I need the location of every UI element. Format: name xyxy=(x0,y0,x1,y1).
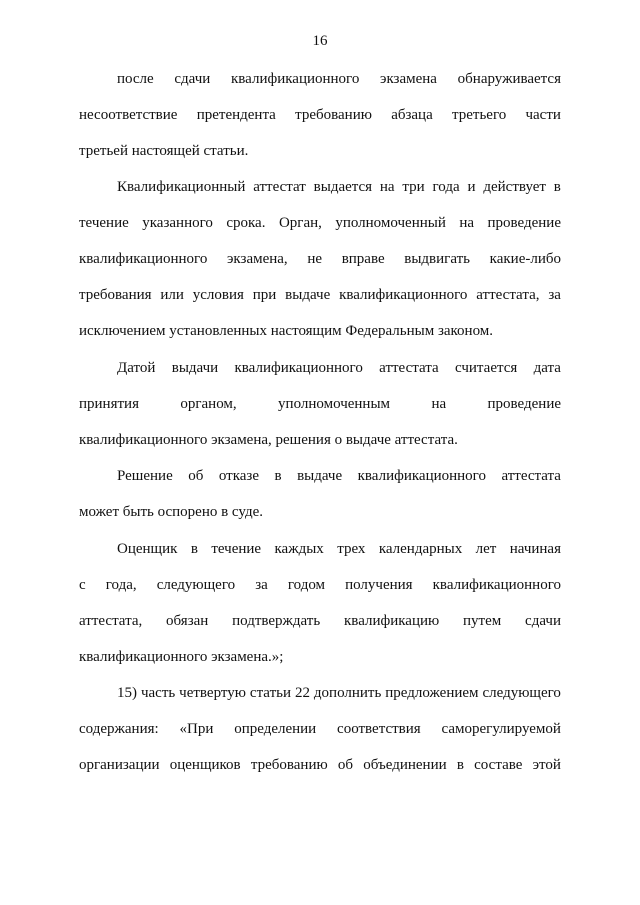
word: срока. xyxy=(226,215,266,231)
word: выдачи xyxy=(171,360,219,376)
word: оценщиков xyxy=(169,757,241,773)
text-line xyxy=(79,756,561,774)
word: третьего xyxy=(452,107,507,123)
word: за xyxy=(255,577,268,593)
word: объединении xyxy=(363,757,447,773)
text-line xyxy=(79,250,561,268)
word: статьи xyxy=(249,685,291,701)
word: выдается xyxy=(313,179,373,195)
word: абзаца xyxy=(391,107,433,123)
word: сдачи xyxy=(525,613,561,629)
word: содержания: xyxy=(79,721,159,737)
word: считается xyxy=(455,360,518,376)
word: и xyxy=(467,179,476,195)
word: сдачи xyxy=(174,71,211,87)
text-line xyxy=(117,70,561,88)
word: об xyxy=(337,757,354,773)
word: или xyxy=(160,287,184,303)
word: квалификацию xyxy=(344,613,440,629)
word: трех xyxy=(337,541,366,557)
text-line xyxy=(79,214,561,232)
text-line xyxy=(79,286,561,304)
word: проведение xyxy=(487,215,561,231)
word: аттестата xyxy=(379,360,439,376)
word: отказе xyxy=(218,468,260,484)
word: на xyxy=(379,179,395,195)
word: 15) xyxy=(117,685,137,701)
word: четвертую xyxy=(179,685,246,701)
word: начиная xyxy=(509,541,561,557)
word: составе xyxy=(474,757,523,773)
word: аттестата, xyxy=(79,613,143,629)
word: календарных xyxy=(378,541,463,557)
word: каждых xyxy=(274,541,324,557)
word: после xyxy=(117,71,154,87)
word: экзамена xyxy=(380,71,437,87)
word: дата xyxy=(533,360,561,376)
text-line xyxy=(79,106,561,124)
text-line xyxy=(79,612,561,630)
text-line xyxy=(79,576,561,594)
word: квалификационного xyxy=(339,287,468,303)
word: с xyxy=(79,577,86,593)
page-number: 16 xyxy=(312,33,328,49)
word: вправе xyxy=(341,251,385,267)
word: за xyxy=(548,287,561,303)
word: следующего xyxy=(156,577,236,593)
word: выдвигать xyxy=(404,251,470,267)
word: соответствия xyxy=(337,721,421,737)
word: течение xyxy=(211,541,262,557)
word: «При xyxy=(179,721,214,737)
word: требованию xyxy=(295,107,372,123)
word: получения xyxy=(345,577,413,593)
word: Датой xyxy=(117,360,156,376)
word: в xyxy=(553,179,561,195)
word: в xyxy=(274,468,282,484)
word: выдаче xyxy=(285,287,331,303)
word: часть xyxy=(140,685,176,701)
word: требования xyxy=(79,287,152,303)
word: года, xyxy=(105,577,137,593)
text-line: третьей настоящей статьи. xyxy=(79,143,249,159)
word: проведение xyxy=(487,396,561,412)
word: квалификационного xyxy=(79,251,208,267)
word: квалификационного xyxy=(231,71,360,87)
word: действует xyxy=(483,179,546,195)
word: течение xyxy=(79,215,129,231)
word: годом xyxy=(287,577,326,593)
text-line xyxy=(117,178,561,196)
word: требованию xyxy=(250,757,328,773)
word: выдаче xyxy=(297,468,343,484)
word: саморегулируемой xyxy=(441,721,561,737)
word: органом, xyxy=(180,396,237,412)
word: квалификационного xyxy=(234,360,363,376)
word: 22 xyxy=(294,685,310,701)
text-line xyxy=(117,540,561,558)
word: подтверждать xyxy=(232,613,321,629)
word: три xyxy=(402,179,425,195)
word: на xyxy=(459,215,475,231)
word: аттестат xyxy=(253,179,306,195)
word: претендента xyxy=(196,107,276,123)
word: в xyxy=(190,541,198,557)
word: лет xyxy=(475,541,497,557)
word: Орган, xyxy=(278,215,322,231)
word: аттестата, xyxy=(476,287,540,303)
word: Решение xyxy=(117,468,173,484)
text-line xyxy=(79,720,561,738)
word: обнаруживается xyxy=(457,71,561,87)
word: уполномоченным xyxy=(278,396,391,412)
word: аттестата xyxy=(501,468,561,484)
word: об xyxy=(188,468,204,484)
text-line xyxy=(117,684,561,702)
text-line xyxy=(117,359,561,377)
word: Оценщик xyxy=(117,541,178,557)
word: не xyxy=(307,251,323,267)
word: при xyxy=(252,287,277,303)
word: организации xyxy=(79,757,160,773)
word: какие-либо xyxy=(489,251,561,267)
word: путем xyxy=(463,613,502,629)
word: года xyxy=(432,179,460,195)
word: этой xyxy=(532,757,561,773)
word: предложением xyxy=(385,685,479,701)
word: квалификационного xyxy=(432,577,561,593)
word: несоответствие xyxy=(79,107,178,123)
word: в xyxy=(456,757,464,773)
text-line: квалификационного экзамена.»; xyxy=(79,649,284,665)
word: на xyxy=(431,396,447,412)
text-line xyxy=(117,467,561,485)
text-line: исключением установленных настоящим Федеральным законом. xyxy=(79,323,494,339)
word: обязан xyxy=(166,613,209,629)
word: квалификационного xyxy=(357,468,486,484)
text-line xyxy=(79,395,561,413)
word: следующего xyxy=(482,685,561,701)
word: экзамена, xyxy=(226,251,288,267)
word: части xyxy=(525,107,561,123)
word: условия xyxy=(192,287,244,303)
word: дополнить xyxy=(313,685,382,701)
word: Квалификационный xyxy=(117,179,246,195)
word: принятия xyxy=(79,396,139,412)
word: определении xyxy=(234,721,317,737)
word: указанного xyxy=(142,215,213,231)
word: уполномоченный xyxy=(335,215,446,231)
text-line: может быть оспорено в суде. xyxy=(79,504,263,520)
text-line: квалификационного экзамена, решения о выдаче аттестата. xyxy=(79,432,458,448)
